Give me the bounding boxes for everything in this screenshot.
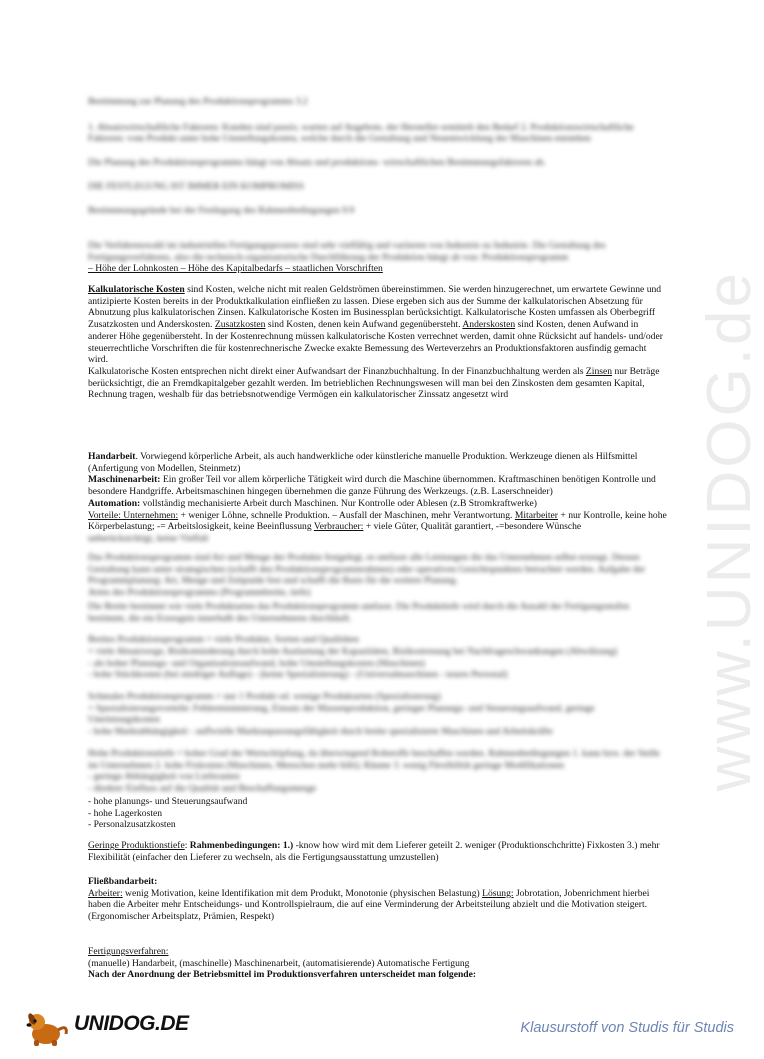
blurred-para: Hohe Produktionstiefe = hoher Grad der Wertschöpfung, da überwiegend Rohstoffe beschaffen werden. Rahmenbedingungen 1. kann bzw. der Stelle im Unternehmen 2. hohe Fixkosten (Maschinen, Menschen mehr hiltt); Räume 3. wenig Flexibilität geringe Modifikationen	[88, 747, 660, 771]
fliess-paragraph	[88, 888, 668, 923]
fertigung-bold-line: Nach der Anordnung der Betriebsmittel im Produktionsverfahren unterscheidet man folgende:	[88, 969, 477, 981]
text: Kalkulatorische Kosten entsprechen nicht direkt einer Aufwandsart der Finanzbuchhaltung. In der Finanzbuchhaltung werden als	[88, 365, 586, 377]
blurred-para: Schmales Produktionsprogramm = nur 1 Produkt od. wenige Produktarten (Spezialisierung)	[88, 691, 441, 703]
hand-paragraph	[88, 451, 668, 474]
blurred-para: - geringe Abhängigkeit von Lieferanten	[88, 771, 240, 783]
nachteile-list	[88, 796, 668, 831]
kalk-paragraph	[88, 284, 668, 366]
production-factors-section	[88, 240, 668, 275]
text: :	[184, 840, 190, 851]
term: Kalkulatorische Kosten	[88, 284, 185, 295]
term: Rahmenbedingungen: 1.)	[189, 840, 294, 851]
text: vollständig mechanisierte Arbeit durch Maschinen. Nur Kontrolle oder Ablesen (z.B Stromkraftwerke)	[140, 497, 537, 509]
section-heading: Fertigungsverfahren:	[88, 946, 169, 957]
blurred-middle-section	[88, 552, 668, 795]
vorteile-paragraph	[88, 510, 668, 533]
blurred-para: Breites Produktionsprogramm = viele Produkte, Sorten und Qualitäten	[88, 634, 359, 646]
fertigung-line: (manuelle) Handarbeit, (maschinelle) Maschinenarbeit, (automatisierende) Automatische Fertigung	[88, 957, 470, 969]
term: Zinsen	[585, 365, 613, 377]
blurred-line: unberücksichtigt, keine Vielfalt	[88, 532, 209, 544]
kalk-paragraph	[88, 366, 668, 401]
text: -know how wird mit dem Lieferer geteilt 2. weniger (Produktionschchritte) Fixkosten 3.) mehr Flexibilität (einfacher den Lieferer zu wechseln, als die Fertigungsausstattung umzustellen)	[88, 840, 660, 863]
list-item: - hohe Lagerkosten	[88, 807, 163, 819]
term: Arbeiter:	[88, 887, 123, 899]
blurred-para: Die Planung des Produktionsprogramms hängt von Absatz und produktions- wirtschaftlichen Bestimmungsfaktoren ab.	[88, 157, 546, 169]
unidog-logo[interactable]	[24, 1010, 189, 1048]
arbeitsformen-section	[88, 451, 668, 545]
fertigungsverfahren-section	[88, 946, 668, 981]
factors-line: – Höhe der Lohnkosten – Höhe des Kapitalbedarfs – staatlichen Vorschriften	[88, 263, 383, 275]
blurred-title: Bestimmung zur Planung des Produktionsprogramms 3.2	[88, 96, 308, 107]
blurred-para: Die Verfahrenswahl im industriellen Fertigungsprozess sind sehr vielfältig und variieren von Industrie zu Industrie. Die Gestaltung des Fertigungsverfahrens, also die technisch-organisatorische Durchführung der Produktion hängt ab von: Produktionsprogramm	[88, 240, 606, 263]
text: + viele Güter, Qualität garantiert, -=besondere Wünsche	[363, 521, 582, 533]
text: + weniger Löhne, schnelle Produktion. – Ausfall der Maschinen, mehr Verantwortung.	[178, 509, 515, 521]
logo-text: UNIDOG.DE	[74, 1012, 189, 1035]
blurred-para: 1. Absatzwirtschaftliche Faktoren: Kunden sind passiv, warten auf Angebote, der Hersteller ermittelt den Bedarf 2. Produktionswirtschaftliche Faktoren: vom Produkt unter hohe Umstellungskosten, welche durch die Gestaltung und Neuentwicklung der Maschinen entstehen	[88, 121, 634, 145]
tiefe-paragraph	[88, 840, 668, 863]
text: sind Kosten, welche nicht mit realen Geldströmen übereinstimmen. Sie werden hinzugerechnet, um erwartete Gewinne und antizipierte Kosten bereits in der Produktkalkulation einfließen zu lassen. Diese ergeben sich aus der Summe der kalkulatorischen Absetzung für Abnutzung plus kalkulatorischen Zinsen. Kalkulatorische Kosten im Businessplan berücksichtigt. Kalkulatorische Kosten umfassen als Oberbegriff Zusatzkosten und Anderskosten.	[88, 284, 662, 331]
kalkulatorische-kosten-section	[88, 284, 668, 401]
text: wenig Motivation, keine Identifikation mit dem Produkt, Monotonie (physischen Belastung)	[122, 887, 483, 899]
blurred-para: DIE FESTLEGUNG IST IMMER EIN KOMPROMISS	[88, 180, 304, 192]
term: Mitarbeiter	[514, 509, 558, 521]
fliessband-section	[88, 876, 668, 923]
text: Jobrotation, Jobenrichment hierbei haben die Arbeiter mehr Entscheidungs- und Kontrollspielraum, die auf eine Verminderung der Arbeitsteilung abzielt und die Motivation steigert. (Ergonomischer Arbeitsplatz, Prämien, Respekt)	[88, 887, 650, 923]
text: . Vorwiegend körperliche Arbeit, als auch handwerkliche oder künstleriche manuelle Produktion. Werkzeuge dienen als Hilfsmittel (Anfertigung von Modellen, Steinmetz)	[88, 451, 638, 474]
masch-paragraph	[88, 474, 668, 497]
blurred-para: - hohe Stückkosten (bei niedriger Auflage) - (keine Spezialisierung) - (Universalmaschinen - teures Personal)	[88, 669, 508, 681]
blurred-para: Das Produktionsprogramm sind Art und Menge der Produkte festgelegt, es umfasst alle Leistungen die das Unternehmen selbst erzeugt. Dessen Gestaltung kann unter strategischen (schafft den Produktionsprogrammrahmen) oder operativen Gesichtspunkten betrachtet werden. Aufgabe der Programmplanung: Art, Menge und Zeitpunkt fest und schafft die Basis für die weitere Planung.	[88, 552, 646, 587]
blurred-para: - direkter Einfluss auf die Qualität und Beschaffungsmenge	[88, 782, 317, 794]
blurred-para: - als hoher Planungs- und Organisationsaufwand, hohe Umstellungskosten (Maschinen)	[88, 657, 425, 669]
blurred-para: + viele Absatzwege, Risikominderung durch hohe Auslastung der Kapazitäten, Risikostreuung bei Nachfrageschwankungen (Abwälzung)	[88, 645, 618, 657]
blurred-top-section	[88, 96, 668, 228]
term: Geringe Produktionstiefe	[88, 840, 185, 851]
term: Zusatzkosten	[214, 319, 266, 331]
term: Anderskosten	[462, 319, 516, 331]
blurred-para: Bestimmungsgründe bei der Festlegung des Rahmenbedingungen 9.9	[88, 204, 355, 216]
list-item: - Personalzusatzkosten	[88, 819, 176, 831]
text: sind Kosten, denen Aufwand in anderer Höhe gegenübersteht. In der Kostenrechnung müssen kalkulatorische Kosten verrechnet werden, damit ohne Rücksicht auf handels- und/oder steuerrechtliche Vorschriften die für kostenrechnerische Zwecke exakte Bemessung des Werteverzehrs an Produktionsfaktoren ausfindig gemacht wird.	[88, 319, 663, 366]
term: Vorteile: Unternehmen:	[88, 509, 179, 521]
term: Handarbeit	[88, 451, 136, 462]
auto-paragraph	[88, 498, 668, 510]
text: sind Kosten, denen kein Aufwand gegenübersteht.	[265, 319, 463, 331]
text: nur Beträge berücksichtigt, die an Fremdkapitalgeber gezahlt werden. Im betrieblichen Rechnungswesen will man bei den Zinskosten dem gesamten Kapital, Rechnung tragen, weshalb für das betriebsnotwendige Vermögen ein kalkulatorischer Zinssatz angesetzt wird	[88, 365, 660, 401]
blurred-para: Die Breite bestimmt wie viele Produktarten das Produktionsprogramm umfasst. Die Produkttiefe wird durch die Anzahl der Fertigungsstufen bestimmt, die ein Erzeugnis innerhalb des Unternehmens durchläuft.	[88, 600, 630, 624]
list-item: - hohe planungs- und Steuerungsaufwand	[88, 796, 248, 807]
watermark: www.UNIDOG.de	[695, 270, 764, 792]
term: Verbraucher:	[313, 521, 364, 533]
section-heading: Fließbandarbeit:	[88, 876, 158, 887]
dog-icon	[24, 1010, 72, 1048]
blurred-para: - hohe Marktabhängigkeit - auffwielle Marktanpassungsfähigkeit durch breite spezialisierte Maschinen und Arbeitskräfte	[88, 726, 553, 738]
footer-slogan: Klausurstoff von Studis für Studis	[520, 1020, 734, 1036]
text: Ein großer Teil vor allem körperliche Tätigkeit wird durch die Maschine übernommen. Kraftmaschinen benötigen Kontrolle und besondere Handgriffe. Arbeitsmaschinen hingegen übernehmen die ganze Führung des Werkzeugs. (z.B. Laserschneider)	[88, 474, 656, 498]
term: Lösung:	[482, 887, 514, 899]
term: Automation:	[88, 497, 141, 509]
blurred-para: Arten des Produktionsprogramms (Programmbreite, tiefe)	[88, 587, 311, 599]
text: + nur Kontrolle, keine hohe Körperbelastung; -= Arbeitslosigkeit, keine Beeinflussung	[88, 509, 667, 533]
produktionstiefe-section	[88, 840, 668, 863]
term: Maschinenarbeit:	[88, 474, 161, 486]
blurred-para: + Spezialisierungsvorteile: Fehlerminimierung, Einsatz der Massenproduktion, geringer Planungs- und Steuerungsaufwand, geringe Umrüstungskosten	[88, 702, 595, 726]
